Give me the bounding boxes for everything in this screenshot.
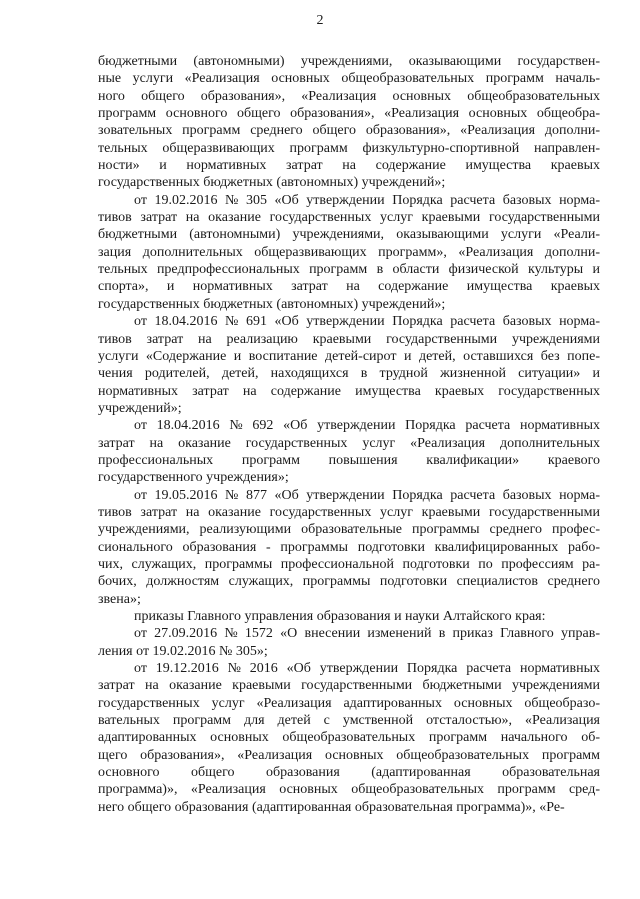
text-line: нормативных затрат на содержание имущества краевых государственных bbox=[98, 383, 600, 399]
text-line: приказы Главного управления образования и науки Алтайского края: bbox=[134, 609, 546, 624]
text-line: тельных общеразвивающих программ физкультурно-спортивной направлен- bbox=[98, 140, 600, 156]
text-line: ные услуги «Реализация основных общеобразовательных программ началь- bbox=[98, 71, 600, 87]
text-line: адаптированных основных общеобразовательных программ начального об- bbox=[98, 730, 600, 746]
page-number: 2 bbox=[316, 13, 324, 28]
text-line: программа)», «Реализация основных общеобразовательных программ сред- bbox=[98, 782, 600, 798]
text-line: спорта», и нормативных затрат на содержание имущества краевых bbox=[98, 279, 600, 295]
text-line: услуги «Содержание и воспитание детей-сирот и детей, оставшихся без попе- bbox=[98, 348, 600, 364]
text-line: государственного учреждения»; bbox=[98, 470, 289, 486]
document-body bbox=[98, 53, 600, 816]
text-line: учреждениями, реализующими образовательные программы среднего профес- bbox=[98, 522, 600, 538]
text-line: от 19.05.2016 № 877 «Об утверждении Порядка расчета базовых норма- bbox=[134, 487, 600, 503]
text-line: ности» и нормативных затрат на содержание имущества краевых bbox=[98, 158, 600, 174]
text-line: государственных бюджетных (автономных) учреждений»; bbox=[98, 296, 446, 312]
text-line: бюджетными (автономными) учреждениями, оказывающими государствен- bbox=[98, 54, 600, 69]
text-line: зация дополнительных общеразвивающих программ», «Реализация дополни- bbox=[98, 244, 600, 260]
text-line: бочих, должностям служащих, программы подготовки специалистов среднего bbox=[98, 574, 600, 590]
text-line: государственных бюджетных (автономных) учреждений»; bbox=[98, 175, 446, 191]
text-line: зовательных программ среднего общего образования», «Реализация дополни- bbox=[98, 123, 600, 139]
text-line: щего образования», «Реализация основных общеобразовательных программ bbox=[98, 747, 600, 763]
text-line: чения родителей, детей, находящихся в трудной жизненной ситуации» и bbox=[98, 366, 600, 382]
text-line: тельных предпрофессиональных программ в области физической культуры и bbox=[98, 262, 600, 278]
text-line: затрат на оказание государственных услуг «Реализация дополнительных bbox=[98, 435, 600, 451]
text-line: вательных программ для детей с умственной отсталостью», «Реализация bbox=[98, 713, 600, 729]
text-line: тивов затрат на оказание государственных услуг краевыми государственными bbox=[98, 504, 600, 520]
text-line: затрат на оказание краевыми государственными бюджетными учреждениями bbox=[98, 678, 600, 694]
text-line: бюджетными (автономными) учреждениями, оказывающими услуги «Реали- bbox=[98, 227, 600, 243]
text-line: звена»; bbox=[98, 591, 141, 607]
text-line: тивов затрат на реализацию краевыми государственными учреждениями bbox=[98, 331, 600, 347]
text-line: ления от 19.02.2016 № 305»; bbox=[98, 643, 268, 659]
text-line: от 19.02.2016 № 305 «Об утверждении Порядка расчета базовых норма- bbox=[134, 192, 600, 208]
text-line: от 19.12.2016 № 2016 «Об утверждении Порядка расчета нормативных bbox=[134, 661, 600, 677]
text-line: тивов затрат на оказание государственных услуг краевыми государственными bbox=[98, 210, 600, 226]
text-line: него общего образования (адаптированная образовательная программа)», «Ре- bbox=[98, 799, 565, 815]
text-line: учреждений»; bbox=[98, 400, 182, 416]
text-line: от 18.04.2016 № 692 «Об утверждении Порядка расчета нормативных bbox=[134, 418, 600, 434]
text-line: от 18.04.2016 № 691 «Об утверждении Порядка расчета базовых норма- bbox=[134, 314, 600, 330]
text-line: программ основного общего образования», «Реализация основных общеобра- bbox=[98, 106, 600, 122]
text-line: ного общего образования», «Реализация основных общеобразовательных bbox=[98, 88, 600, 104]
text-line: государственных услуг «Реализация адаптированных основных общеобразо- bbox=[98, 695, 600, 711]
text-line: профессиональных программ повышения квалификации» краевого bbox=[98, 452, 600, 468]
text-line: чих, служащих, программы профессиональной подготовки по профессиям ра- bbox=[98, 556, 600, 572]
text-line: основного общего образования (адаптированная образовательная bbox=[98, 765, 600, 781]
text-line: от 27.09.2016 № 1572 «О внесении изменений в приказ Главного управ- bbox=[134, 626, 600, 642]
text-line: сионального образования - программы подготовки квалифицированных рабо- bbox=[98, 539, 600, 555]
